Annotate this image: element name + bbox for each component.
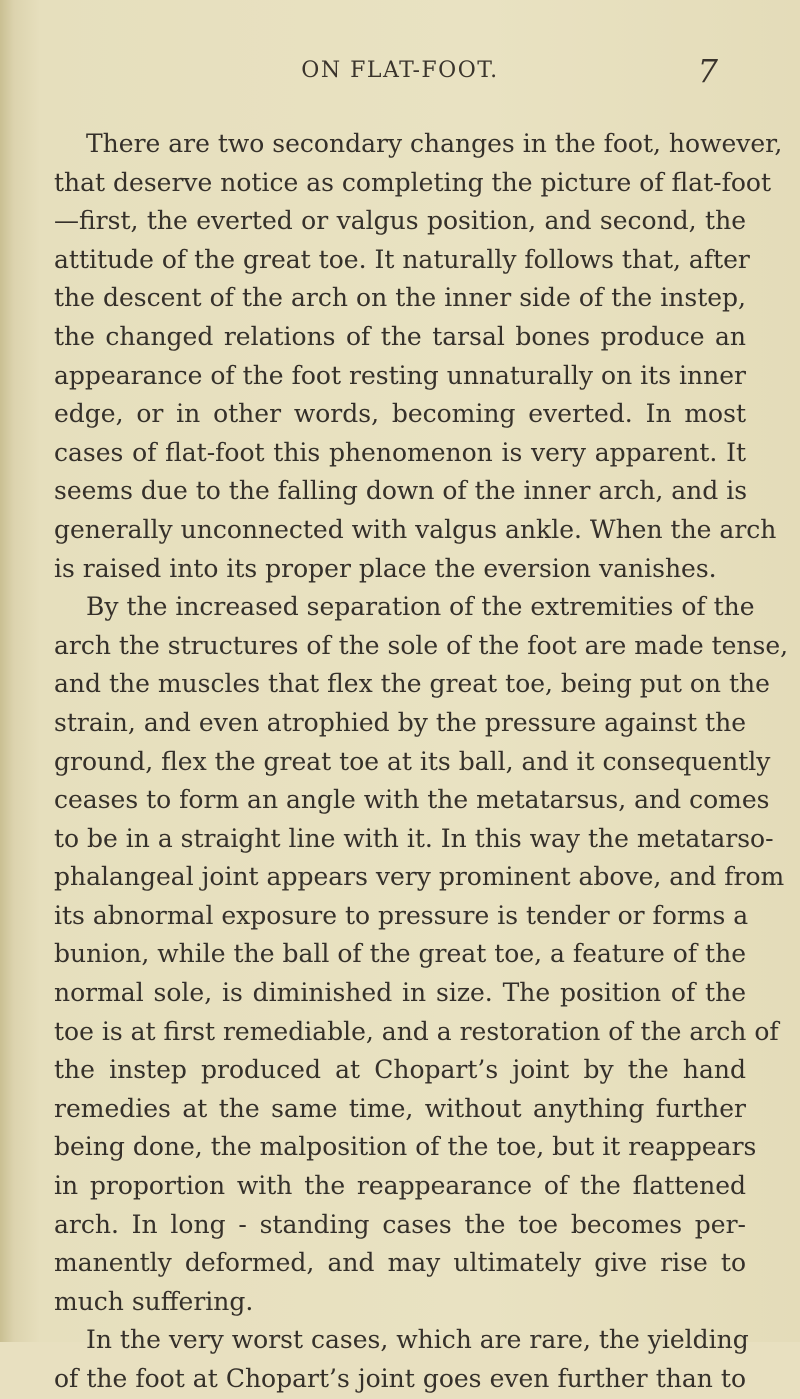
page-header: [0, 52, 800, 92]
text-line: that deserve notice as completing the picture of flat-foot: [54, 167, 772, 197]
paragraph: [54, 1321, 749, 1398]
text-line: and the muscles that flex the great toe, being put on the: [54, 669, 770, 699]
text-line: its abnormal exposure to pressure is tender or forms a: [54, 900, 749, 930]
text-line: the instep produced at Chopart’s joint by the hand: [54, 1055, 746, 1085]
page-number: 7: [697, 52, 718, 90]
text-line: cases of flat-foot this phenomenon is very apparent. It: [54, 437, 746, 467]
paragraph: [54, 125, 783, 588]
text-line: ground, flex the great toe at its ball, and it consequently: [54, 746, 771, 776]
text-line: In the very worst cases, which are rare, the yielding: [86, 1325, 749, 1355]
running-head: ON FLAT-FOOT.: [301, 58, 499, 83]
text-line: generally unconnected with valgus ankle. When the arch: [54, 514, 777, 544]
text-line: By the increased separation of the extremities of the: [86, 592, 755, 622]
text-line: being done, the malposition of the toe, but it reappears: [54, 1132, 757, 1162]
paragraph: [54, 588, 789, 1321]
text-line: of the foot at Chopart’s joint goes even further than to: [54, 1364, 746, 1393]
text-line: in proportion with the reappearance of the flattened: [54, 1171, 746, 1201]
text-line: normal sole, is diminished in size. The position of the: [54, 978, 746, 1008]
text-line: bunion, while the ball of the great toe, a feature of the: [54, 939, 746, 969]
text-line: —first, the everted or valgus position, and second, the: [54, 206, 746, 236]
text-line: arch. In long - standing cases the toe becomes per-: [54, 1209, 746, 1239]
text-line: much suffering.: [54, 1286, 254, 1316]
text-line: phalangeal joint appears very prominent above, and from: [54, 862, 785, 892]
text-line: manently deformed, and may ultimately give rise to: [54, 1248, 746, 1278]
text-line: seems due to the falling down of the inner arch, and is: [54, 476, 748, 506]
text-line: remedies at the same time, without anything further: [54, 1093, 746, 1123]
text-line: appearance of the foot resting unnaturally on its inner: [54, 360, 746, 390]
text-line: strain, and even atrophied by the pressure against the: [54, 707, 746, 737]
text-line: arch the structures of the sole of the foot are made tense,: [54, 630, 789, 660]
text-line: ceases to form an angle with the metatarsus, and comes: [54, 785, 770, 815]
text-line: There are two secondary changes in the foot, however,: [86, 129, 783, 158]
text-line: attitude of the great toe. It naturally follows that, after: [54, 244, 750, 274]
body-text: [54, 125, 789, 1399]
text-line: toe is at first remediable, and a restoration of the arch of: [54, 1016, 779, 1046]
text-line: the descent of the arch on the inner side of the instep,: [54, 283, 746, 313]
text-line: to be in a straight line with it. In this way the metatarso-: [54, 823, 774, 853]
text-line: is raised into its proper place the eversion vanishes.: [54, 553, 717, 583]
text-line: edge, or in other words, becoming everted. In most: [54, 399, 746, 429]
text-line: the changed relations of the tarsal bones produce an: [54, 321, 746, 351]
